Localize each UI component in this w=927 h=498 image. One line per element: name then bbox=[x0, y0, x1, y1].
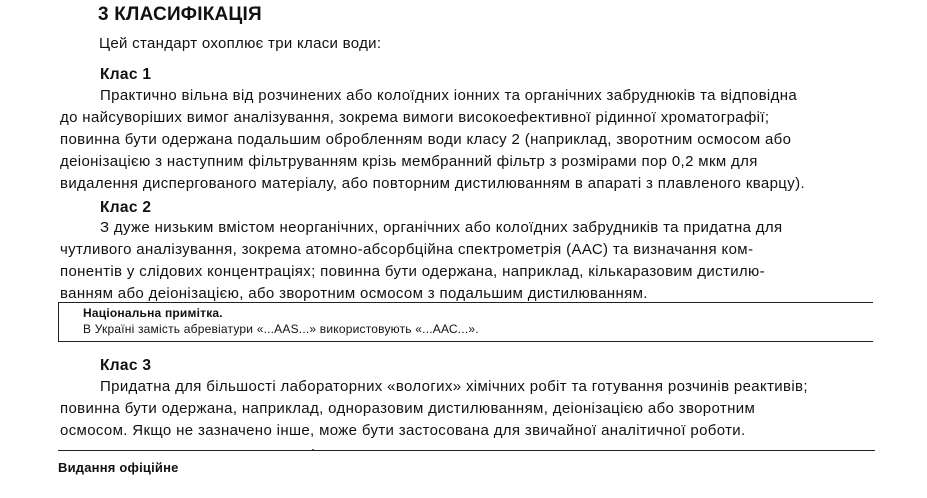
text-line: повинна бути одержана, наприклад, одноразовим дистилюванням, деіонізацією або зворотним bbox=[60, 400, 756, 417]
class-1-description bbox=[60, 85, 876, 195]
text-line: деіонізацією з наступним фільтруванням крізь мембранний фільтр з розмірами пор 0,2 мкм для bbox=[60, 153, 758, 170]
national-note-title: Національна примітка. bbox=[83, 306, 223, 320]
class-3-heading: Клас 3 bbox=[100, 357, 152, 374]
text-line: повинна бути одержана подальшим обробленням води класу 2 (наприклад, зворотним осмосом або bbox=[60, 131, 792, 148]
section-title: 3 КЛАСИФІКАЦІЯ bbox=[98, 4, 262, 25]
text-line: ванням або деіонізацією, або зворотним осмосом з подальшим дистилюванням. bbox=[60, 285, 648, 302]
national-note-text: В Україні замість абревіатури «...AAS...» використовують «...ААС...». bbox=[83, 322, 479, 336]
text-line: чутливого аналізування, зокрема атомно-абсорбційна спектрометрія (ААС) та визначання ком- bbox=[60, 241, 754, 258]
text-line: осмосом. Якщо не зазначено інше, може бути застосована для звичайної аналітичної роботи. bbox=[60, 422, 746, 439]
text-line: понентів у слідових концентраціях; повинна бути одержана, наприклад, кількаразовим дистилю- bbox=[60, 263, 765, 280]
national-note-box bbox=[58, 302, 873, 342]
class-2-description bbox=[60, 217, 876, 305]
text-line: З дуже низьким вмістом неорганічних, органічних або колоїдних забрудників та придатна для bbox=[100, 219, 783, 236]
class-2-heading: Клас 2 bbox=[100, 199, 152, 216]
text-line: Практично вільна від розчинених або колоїдних іонних та органічних забруднюків та відповідна bbox=[100, 87, 798, 104]
text-line: до найсуворіших вимог аналізування, зокрема вимоги високоефективної рідинної хроматографії; bbox=[60, 109, 770, 126]
text-line: видалення диспергованого матеріалу, або повторним дистилюванням в апараті з плавленого кварцу). bbox=[60, 175, 805, 192]
footer-label: Видання офіційне bbox=[58, 460, 179, 475]
class-1-heading: Клас 1 bbox=[100, 66, 152, 83]
text-line: Придатна для більшості лабораторних «вологих» хімічних робіт та готування розчинів реактивів; bbox=[100, 378, 808, 395]
section-intro: Цей стандарт охоплює три класи води: bbox=[99, 35, 382, 52]
footer-divider bbox=[58, 450, 875, 451]
class-3-description bbox=[60, 376, 876, 442]
